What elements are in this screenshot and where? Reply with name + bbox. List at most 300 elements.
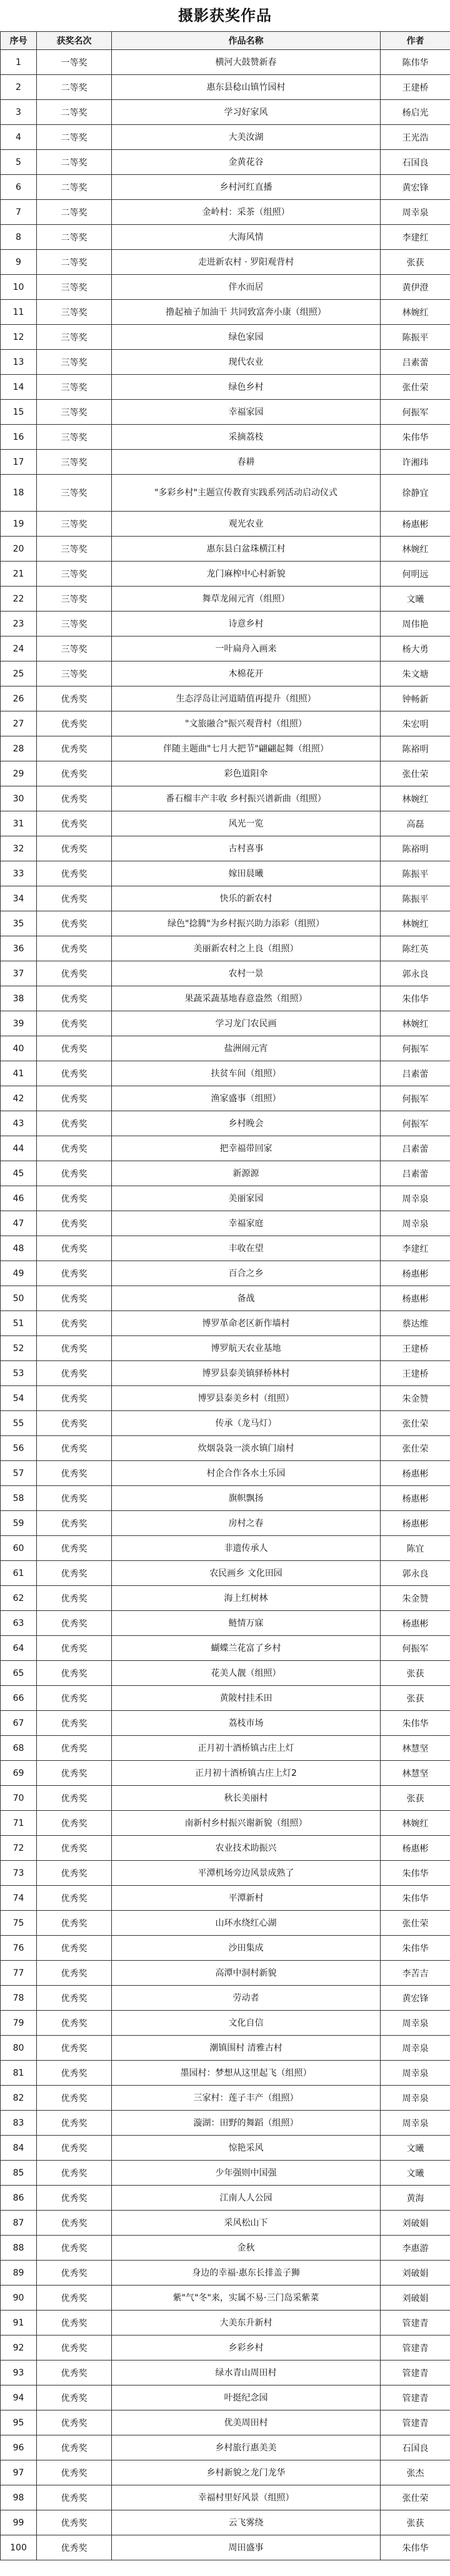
cell-rank: 优秀奖: [37, 1361, 112, 1386]
cell-rank: 优秀奖: [37, 811, 112, 836]
cell-author: 陈振平: [381, 325, 450, 350]
cell-work-title: 丰收在望: [112, 1236, 381, 1261]
cell-index: 54: [1, 1386, 37, 1411]
cell-author: 朱伟华: [381, 986, 450, 1011]
table-row: [1, 325, 450, 350]
cell-index: 16: [1, 425, 37, 450]
table-row: [1, 2510, 450, 2535]
cell-author: 周幸泉: [381, 2111, 450, 2136]
cell-rank: 优秀奖: [37, 2086, 112, 2111]
cell-rank: 优秀奖: [37, 1336, 112, 1361]
cell-author: 黄伊澄: [381, 275, 450, 300]
table-row: [1, 736, 450, 761]
cell-index: 49: [1, 1261, 37, 1286]
cell-work-title: 金岭村：采茶（组照）: [112, 200, 381, 225]
column-header-index: 序号: [1, 32, 37, 50]
cell-index: 11: [1, 300, 37, 325]
cell-work-title: 采风松山下: [112, 2211, 381, 2236]
table-row: [1, 1761, 450, 1786]
cell-work-title: 新源源: [112, 1161, 381, 1186]
cell-rank: 优秀奖: [37, 2111, 112, 2136]
cell-rank: 优秀奖: [37, 1836, 112, 1861]
cell-work-title: 云飞雾绕: [112, 2510, 381, 2535]
cell-index: 14: [1, 375, 37, 400]
cell-author: 张仕荣: [381, 1911, 450, 1936]
cell-rank: 优秀奖: [37, 1536, 112, 1561]
cell-index: 58: [1, 1486, 37, 1511]
cell-rank: 优秀奖: [37, 1861, 112, 1886]
cell-work-title: 龙门麻榨中心村新貌: [112, 562, 381, 587]
cell-index: 40: [1, 1036, 37, 1061]
cell-index: 36: [1, 936, 37, 961]
cell-rank: 优秀奖: [37, 2311, 112, 2336]
table-row: [1, 936, 450, 961]
cell-author: 张杰: [381, 2460, 450, 2485]
table-row: [1, 2311, 450, 2336]
cell-index: 51: [1, 1311, 37, 1336]
table-row: [1, 1336, 450, 1361]
table-row: [1, 2036, 450, 2061]
cell-work-title: 村企合作各水土乐园: [112, 1461, 381, 1486]
cell-author: 石国良: [381, 150, 450, 175]
cell-work-title: 墨园村：梦想从这里起飞（组照）: [112, 2061, 381, 2086]
cell-work-title: 横河大鼓赞新春: [112, 50, 381, 75]
cell-author: 杨惠彬: [381, 1611, 450, 1636]
cell-index: 72: [1, 1836, 37, 1861]
cell-rank: 优秀奖: [37, 1486, 112, 1511]
table-row: [1, 1986, 450, 2011]
cell-rank: 优秀奖: [37, 1636, 112, 1661]
cell-work-title: 旗帜飘扬: [112, 1486, 381, 1511]
cell-index: 47: [1, 1211, 37, 1236]
table-row: [1, 1136, 450, 1161]
table-row: [1, 986, 450, 1011]
cell-work-title: 非遗传承人: [112, 1536, 381, 1561]
cell-index: 73: [1, 1861, 37, 1886]
cell-author: 王建桥: [381, 1336, 450, 1361]
table-row: [1, 1061, 450, 1086]
page-title: 摄影获奖作品: [178, 7, 272, 24]
table-row: [1, 1386, 450, 1411]
column-header-work: 作品名称: [112, 32, 381, 50]
cell-index: 62: [1, 1586, 37, 1611]
cell-work-title: 生态浮岛让河道睛值再提升（组照）: [112, 686, 381, 711]
cell-index: 2: [1, 75, 37, 100]
cell-author: 王建桥: [381, 75, 450, 100]
cell-index: 24: [1, 637, 37, 661]
cell-index: 75: [1, 1911, 37, 1936]
table-row: [1, 350, 450, 375]
cell-work-title: 渔家盛事（组照）: [112, 1086, 381, 1111]
table-row: [1, 911, 450, 936]
cell-index: 68: [1, 1736, 37, 1761]
cell-author: 郭永良: [381, 1561, 450, 1586]
cell-rank: 优秀奖: [37, 711, 112, 736]
table-row: [1, 1411, 450, 1436]
table-row: [1, 1186, 450, 1211]
cell-work-title: 把幸福带回家: [112, 1136, 381, 1161]
cell-rank: 优秀奖: [37, 761, 112, 786]
cell-index: 18: [1, 475, 37, 512]
cell-rank: 优秀奖: [37, 1786, 112, 1811]
cell-work-title: 炊烟袅袅一淡水镇门扇村: [112, 1436, 381, 1461]
cell-work-title: 快乐的新农村: [112, 886, 381, 911]
cell-work-title: 劳动者: [112, 1986, 381, 2011]
cell-index: 37: [1, 961, 37, 986]
table-row: [1, 400, 450, 425]
cell-rank: 优秀奖: [37, 2535, 112, 2560]
cell-author: 文曦: [381, 587, 450, 612]
cell-index: 45: [1, 1161, 37, 1186]
cell-index: 48: [1, 1236, 37, 1261]
cell-rank: 三等奖: [37, 375, 112, 400]
table-row: [1, 1561, 450, 1586]
table-row: [1, 2061, 450, 2086]
cell-work-title: 黄陂村挂禾田: [112, 1686, 381, 1711]
cell-index: 46: [1, 1186, 37, 1211]
cell-index: 52: [1, 1336, 37, 1361]
cell-author: 吕素蕾: [381, 1061, 450, 1086]
cell-rank: 优秀奖: [37, 2435, 112, 2460]
table-row: [1, 1636, 450, 1661]
table-row: [1, 1911, 450, 1936]
table-row: [1, 1011, 450, 1036]
table-row: [1, 562, 450, 587]
table-row: [1, 200, 450, 225]
cell-work-title: 绿水青山周田村: [112, 2361, 381, 2385]
cell-rank: 优秀奖: [37, 2136, 112, 2161]
cell-work-title: 平潭新村: [112, 1886, 381, 1911]
cell-work-title: 惊艳采风: [112, 2136, 381, 2161]
cell-author: 林慧坚: [381, 1761, 450, 1786]
cell-rank: 优秀奖: [37, 1086, 112, 1111]
cell-index: 100: [1, 2535, 37, 2560]
cell-index: 67: [1, 1711, 37, 1736]
cell-rank: 优秀奖: [37, 1386, 112, 1411]
cell-rank: 优秀奖: [37, 2036, 112, 2061]
cell-rank: 优秀奖: [37, 1236, 112, 1261]
cell-author: 朱伟华: [381, 1711, 450, 1736]
cell-index: 10: [1, 275, 37, 300]
cell-rank: 优秀奖: [37, 1886, 112, 1911]
cell-author: 刘破娟: [381, 2261, 450, 2286]
cell-work-title: 观光农业: [112, 512, 381, 537]
table-row: [1, 2385, 450, 2410]
cell-work-title: 江南人人公园: [112, 2186, 381, 2211]
table-row: [1, 1536, 450, 1561]
cell-work-title: 山环水绕红心湖: [112, 1911, 381, 1936]
cell-author: 张仕荣: [381, 2485, 450, 2510]
cell-author: 管建青: [381, 2410, 450, 2435]
cell-index: 39: [1, 1011, 37, 1036]
cell-rank: 优秀奖: [37, 1436, 112, 1461]
cell-work-title: 优美周田村: [112, 2410, 381, 2435]
cell-work-title: "文旅融合"振兴观背村（组照）: [112, 711, 381, 736]
cell-work-title: 幸福家庭: [112, 1211, 381, 1236]
column-header-rank: 获奖名次: [37, 32, 112, 50]
cell-author: 杨惠彬: [381, 1286, 450, 1311]
cell-rank: 优秀奖: [37, 2186, 112, 2211]
cell-author: 李建红: [381, 1236, 450, 1261]
cell-author: 石国良: [381, 2435, 450, 2460]
cell-rank: 二等奖: [37, 200, 112, 225]
cell-work-title: 乡村晚会: [112, 1111, 381, 1136]
cell-author: 黄宏锋: [381, 175, 450, 200]
cell-work-title: 南新村乡村振兴谢新貌（组照）: [112, 1811, 381, 1836]
cell-author: 钟畅新: [381, 686, 450, 711]
cell-rank: 优秀奖: [37, 1936, 112, 1961]
cell-work-title: 秋长美丽村: [112, 1786, 381, 1811]
cell-rank: 优秀奖: [37, 911, 112, 936]
cell-index: 93: [1, 2361, 37, 2385]
cell-index: 89: [1, 2261, 37, 2286]
cell-index: 61: [1, 1561, 37, 1586]
cell-rank: 二等奖: [37, 100, 112, 125]
cell-author: 管建青: [381, 2385, 450, 2410]
cell-author: 陈振平: [381, 861, 450, 886]
cell-work-title: 荔枝市场: [112, 1711, 381, 1736]
cell-rank: 优秀奖: [37, 1286, 112, 1311]
table-row: [1, 2336, 450, 2361]
cell-author: 张仕荣: [381, 1411, 450, 1436]
cell-index: 19: [1, 512, 37, 537]
cell-author: 陈伟华: [381, 50, 450, 75]
table-row: [1, 761, 450, 786]
table-row: [1, 2410, 450, 2435]
table-row: [1, 50, 450, 75]
cell-work-title: 农业技术助振兴: [112, 1836, 381, 1861]
table-row: [1, 1236, 450, 1261]
cell-index: 87: [1, 2211, 37, 2236]
cell-rank: 三等奖: [37, 537, 112, 562]
cell-work-title: 金秋: [112, 2236, 381, 2261]
table-row: [1, 1461, 450, 1486]
cell-author: 张获: [381, 2510, 450, 2535]
cell-author: 何振军: [381, 1636, 450, 1661]
cell-index: 60: [1, 1536, 37, 1561]
table-row: [1, 1836, 450, 1861]
table-row: [1, 1611, 450, 1636]
table-row: [1, 537, 450, 562]
cell-index: 77: [1, 1961, 37, 1986]
table-header-row: [1, 32, 450, 50]
cell-author: 周幸泉: [381, 2036, 450, 2061]
cell-author: 张仕荣: [381, 761, 450, 786]
cell-rank: 优秀奖: [37, 1261, 112, 1286]
cell-author: 何振军: [381, 1086, 450, 1111]
cell-rank: 优秀奖: [37, 1011, 112, 1036]
table-row: [1, 275, 450, 300]
table-row: [1, 150, 450, 175]
table-row: [1, 1211, 450, 1236]
cell-rank: 三等奖: [37, 562, 112, 587]
cell-index: 29: [1, 761, 37, 786]
cell-work-title: 正月初十酒桥镇古庄上灯: [112, 1736, 381, 1761]
cell-author: 何明远: [381, 562, 450, 587]
cell-rank: 二等奖: [37, 250, 112, 275]
cell-index: 23: [1, 612, 37, 637]
table-body: [1, 50, 450, 2560]
table-row: [1, 1436, 450, 1461]
table-row: [1, 1936, 450, 1961]
cell-rank: 优秀奖: [37, 2410, 112, 2435]
cell-rank: 优秀奖: [37, 961, 112, 986]
table-row: [1, 512, 450, 537]
cell-rank: 优秀奖: [37, 2361, 112, 2385]
table-row: [1, 786, 450, 811]
cell-work-title: 身边的幸福·惠东长排盖子狮: [112, 2261, 381, 2286]
cell-work-title: 撸起袖子加油干 共同致富奔小康（组照）: [112, 300, 381, 325]
cell-work-title: 番石榴丰产丰收 乡村振兴谱新曲（组照）: [112, 786, 381, 811]
cell-author: 杨惠彬: [381, 1836, 450, 1861]
table-row: [1, 587, 450, 612]
cell-author: 徐静宜: [381, 475, 450, 512]
cell-work-title: 学习好家风: [112, 100, 381, 125]
cell-work-title: 果蔬采蔬基地春意盎然（组照）: [112, 986, 381, 1011]
cell-index: 17: [1, 450, 37, 475]
table-row: [1, 175, 450, 200]
cell-work-title: 漩湖：田野的舞蹈（组照）: [112, 2111, 381, 2136]
cell-author: 张仕荣: [381, 375, 450, 400]
cell-index: 44: [1, 1136, 37, 1161]
cell-work-title: 扶贫车间（组照）: [112, 1061, 381, 1086]
cell-index: 91: [1, 2311, 37, 2336]
cell-author: 林婉红: [381, 537, 450, 562]
cell-rank: 优秀奖: [37, 1711, 112, 1736]
cell-work-title: 备战: [112, 1286, 381, 1311]
cell-rank: 优秀奖: [37, 1561, 112, 1586]
cell-index: 88: [1, 2236, 37, 2261]
cell-index: 26: [1, 686, 37, 711]
cell-author: 李惠游: [381, 2236, 450, 2261]
table-row: [1, 2186, 450, 2211]
cell-author: 林婉红: [381, 1811, 450, 1836]
cell-author: 林婉红: [381, 1011, 450, 1036]
cell-author: 朱宏明: [381, 711, 450, 736]
cell-author: 周幸泉: [381, 2011, 450, 2036]
cell-author: 杨惠彬: [381, 1261, 450, 1286]
cell-rank: 优秀奖: [37, 1611, 112, 1636]
table-row: [1, 836, 450, 861]
cell-author: 高磊: [381, 811, 450, 836]
cell-rank: 二等奖: [37, 175, 112, 200]
cell-author: 朱伟华: [381, 1861, 450, 1886]
cell-rank: 三等奖: [37, 350, 112, 375]
cell-rank: 优秀奖: [37, 686, 112, 711]
cell-index: 70: [1, 1786, 37, 1811]
cell-rank: 优秀奖: [37, 1311, 112, 1336]
cell-author: 周伟艳: [381, 612, 450, 637]
cell-author: 吕素蕾: [381, 350, 450, 375]
cell-rank: 优秀奖: [37, 1986, 112, 2011]
table-row: [1, 1511, 450, 1536]
cell-work-title: 大海风情: [112, 225, 381, 250]
cell-author: 管建青: [381, 2336, 450, 2361]
cell-author: 何振军: [381, 1111, 450, 1136]
cell-rank: 优秀奖: [37, 886, 112, 911]
table-row: [1, 1111, 450, 1136]
table-row: [1, 1586, 450, 1611]
cell-rank: 优秀奖: [37, 1161, 112, 1186]
cell-work-title: 伴水而居: [112, 275, 381, 300]
cell-work-title: 诗意乡村: [112, 612, 381, 637]
cell-work-title: 博罗县泰美镇驿桥林村: [112, 1361, 381, 1386]
cell-rank: 优秀奖: [37, 2286, 112, 2311]
cell-index: 64: [1, 1636, 37, 1661]
cell-author: 杨惠彬: [381, 1511, 450, 1536]
table-row: [1, 1486, 450, 1511]
cell-index: 82: [1, 2086, 37, 2111]
cell-rank: 优秀奖: [37, 2510, 112, 2535]
cell-author: 杨惠彬: [381, 1461, 450, 1486]
cell-index: 66: [1, 1686, 37, 1711]
cell-work-title: 高潭中洞村新貌: [112, 1961, 381, 1986]
cell-rank: 优秀奖: [37, 2336, 112, 2361]
table-row: [1, 1086, 450, 1111]
cell-author: 李建红: [381, 225, 450, 250]
cell-author: 李苦吉: [381, 1961, 450, 1986]
awards-table: [0, 31, 450, 2560]
cell-author: 陈振平: [381, 886, 450, 911]
cell-rank: 优秀奖: [37, 2236, 112, 2261]
table-row: [1, 225, 450, 250]
cell-rank: 优秀奖: [37, 1111, 112, 1136]
table-row: [1, 961, 450, 986]
cell-rank: 二等奖: [37, 75, 112, 100]
cell-index: 28: [1, 736, 37, 761]
cell-rank: 优秀奖: [37, 1061, 112, 1086]
cell-author: 陈裕明: [381, 736, 450, 761]
cell-rank: 优秀奖: [37, 1961, 112, 1986]
cell-rank: 三等奖: [37, 637, 112, 661]
cell-work-title: 盐洲闹元宵: [112, 1036, 381, 1061]
cell-work-title: 潮镇围村 清雅古村: [112, 2036, 381, 2061]
cell-work-title: 百合之乡: [112, 1261, 381, 1286]
table-row: [1, 100, 450, 125]
cell-work-title: 乡村旅行惠美美: [112, 2435, 381, 2460]
cell-work-title: 金黄花谷: [112, 150, 381, 175]
cell-index: 98: [1, 2485, 37, 2510]
cell-author: 何振军: [381, 400, 450, 425]
cell-index: 83: [1, 2111, 37, 2136]
table-row: [1, 861, 450, 886]
table-row: [1, 1786, 450, 1811]
cell-rank: 优秀奖: [37, 986, 112, 1011]
cell-index: 71: [1, 1811, 37, 1836]
cell-index: 9: [1, 250, 37, 275]
table-row: [1, 1736, 450, 1761]
cell-index: 57: [1, 1461, 37, 1486]
table-row: [1, 125, 450, 150]
cell-index: 42: [1, 1086, 37, 1111]
cell-work-title: 现代农业: [112, 350, 381, 375]
table-row: [1, 1861, 450, 1886]
cell-index: 1: [1, 50, 37, 75]
cell-author: 张获: [381, 1661, 450, 1686]
cell-work-title: 春耕: [112, 450, 381, 475]
cell-rank: 三等奖: [37, 450, 112, 475]
cell-index: 80: [1, 2036, 37, 2061]
table-row: [1, 2460, 450, 2485]
cell-rank: 优秀奖: [37, 1036, 112, 1061]
cell-work-title: 幸福家园: [112, 400, 381, 425]
cell-index: 34: [1, 886, 37, 911]
table-row: [1, 2286, 450, 2311]
cell-work-title: 博罗航天农业基地: [112, 1336, 381, 1361]
cell-work-title: 正月初十酒桥镇古庄上灯2: [112, 1761, 381, 1786]
cell-index: 12: [1, 325, 37, 350]
table-row: [1, 661, 450, 686]
